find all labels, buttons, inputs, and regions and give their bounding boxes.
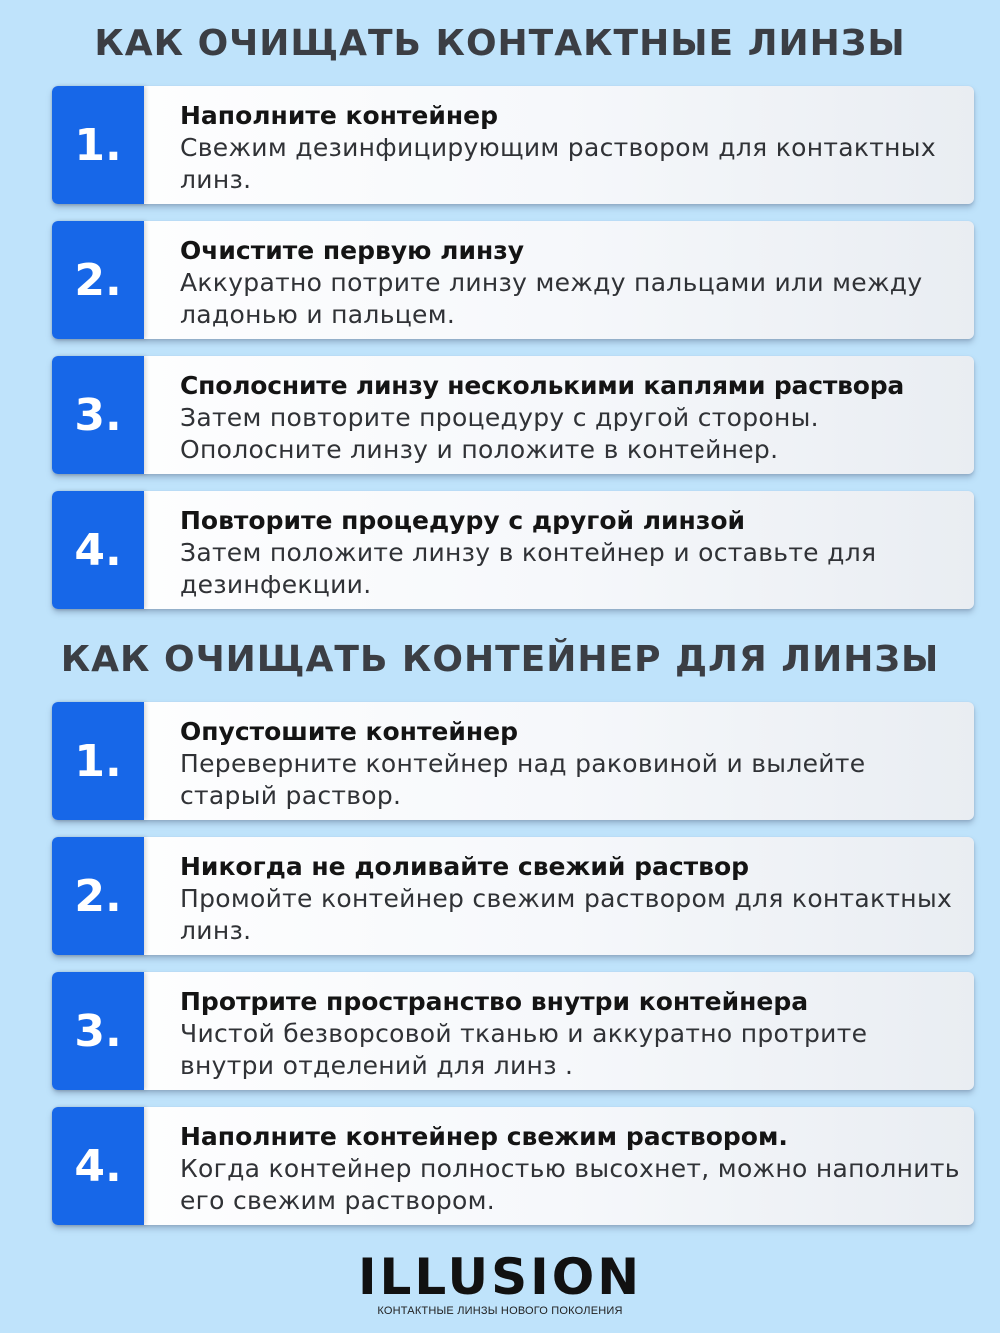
step-card	[52, 702, 974, 820]
step-description: Аккуратно потрите линзу между пальцами или между ладонью и пальцем.	[180, 268, 923, 329]
step-card	[52, 491, 974, 609]
step-heading: Сполосните линзу несколькими каплями раствора	[180, 371, 905, 400]
step-description: Когда контейнер полностью высохнет, можно наполнить его свежим раствором.	[180, 1154, 960, 1215]
step-number: 1.	[52, 702, 144, 820]
step-card	[52, 972, 974, 1090]
brand-name: ILLUSION	[357, 1248, 643, 1306]
brand-logo	[0, 1250, 1000, 1318]
step-heading: Опустошите контейнер	[180, 717, 519, 746]
step-description: Затем положите линзу в контейнер и оставьте для дезинфекции.	[180, 538, 877, 599]
step-number: 3.	[52, 356, 144, 474]
step-number: 3.	[52, 972, 144, 1090]
step-card	[52, 837, 974, 955]
step-card	[52, 221, 974, 339]
step-number: 4.	[52, 1107, 144, 1225]
step-card	[52, 86, 974, 204]
step-number: 2.	[52, 221, 144, 339]
brand-tagline: КОНТАКТНЫЕ ЛИНЗЫ НОВОГО ПОКОЛЕНИЯ	[377, 1305, 623, 1317]
step-heading: Протрите пространство внутри контейнера	[180, 987, 809, 1016]
step-heading: Наполните контейнер	[180, 101, 498, 130]
step-card	[52, 356, 974, 474]
step-heading: Никогда не доливайте свежий раствор	[180, 852, 750, 881]
step-number: 4.	[52, 491, 144, 609]
step-description: Чистой безворсовой тканью и аккуратно протрите внутри отделений для линз .	[180, 1019, 868, 1080]
step-heading: Наполните контейнер свежим раствором.	[180, 1122, 788, 1151]
step-description: Переверните контейнер над раковиной и вылейте старый раствор.	[180, 749, 866, 810]
step-description: Затем повторите процедуру с другой стороны. Ополосните линзу и положите в контейнер.	[180, 403, 819, 464]
step-description: Свежим дезинфицирующим раствором для контактных линз.	[180, 133, 936, 194]
step-number: 1.	[52, 86, 144, 204]
step-number: 2.	[52, 837, 144, 955]
section-title-lenses: КАК ОЧИЩАТЬ КОНТАКТНЫЕ ЛИНЗЫ	[94, 23, 906, 64]
step-description: Промойте контейнер свежим раствором для контактных линз.	[180, 884, 953, 945]
step-card	[52, 1107, 974, 1225]
step-heading: Повторите процедуру с другой линзой	[180, 506, 746, 535]
section-title-container: КАК ОЧИЩАТЬ КОНТЕЙНЕР ДЛЯ ЛИНЗЫ	[60, 639, 940, 680]
step-heading: Очистите первую линзу	[180, 236, 525, 265]
